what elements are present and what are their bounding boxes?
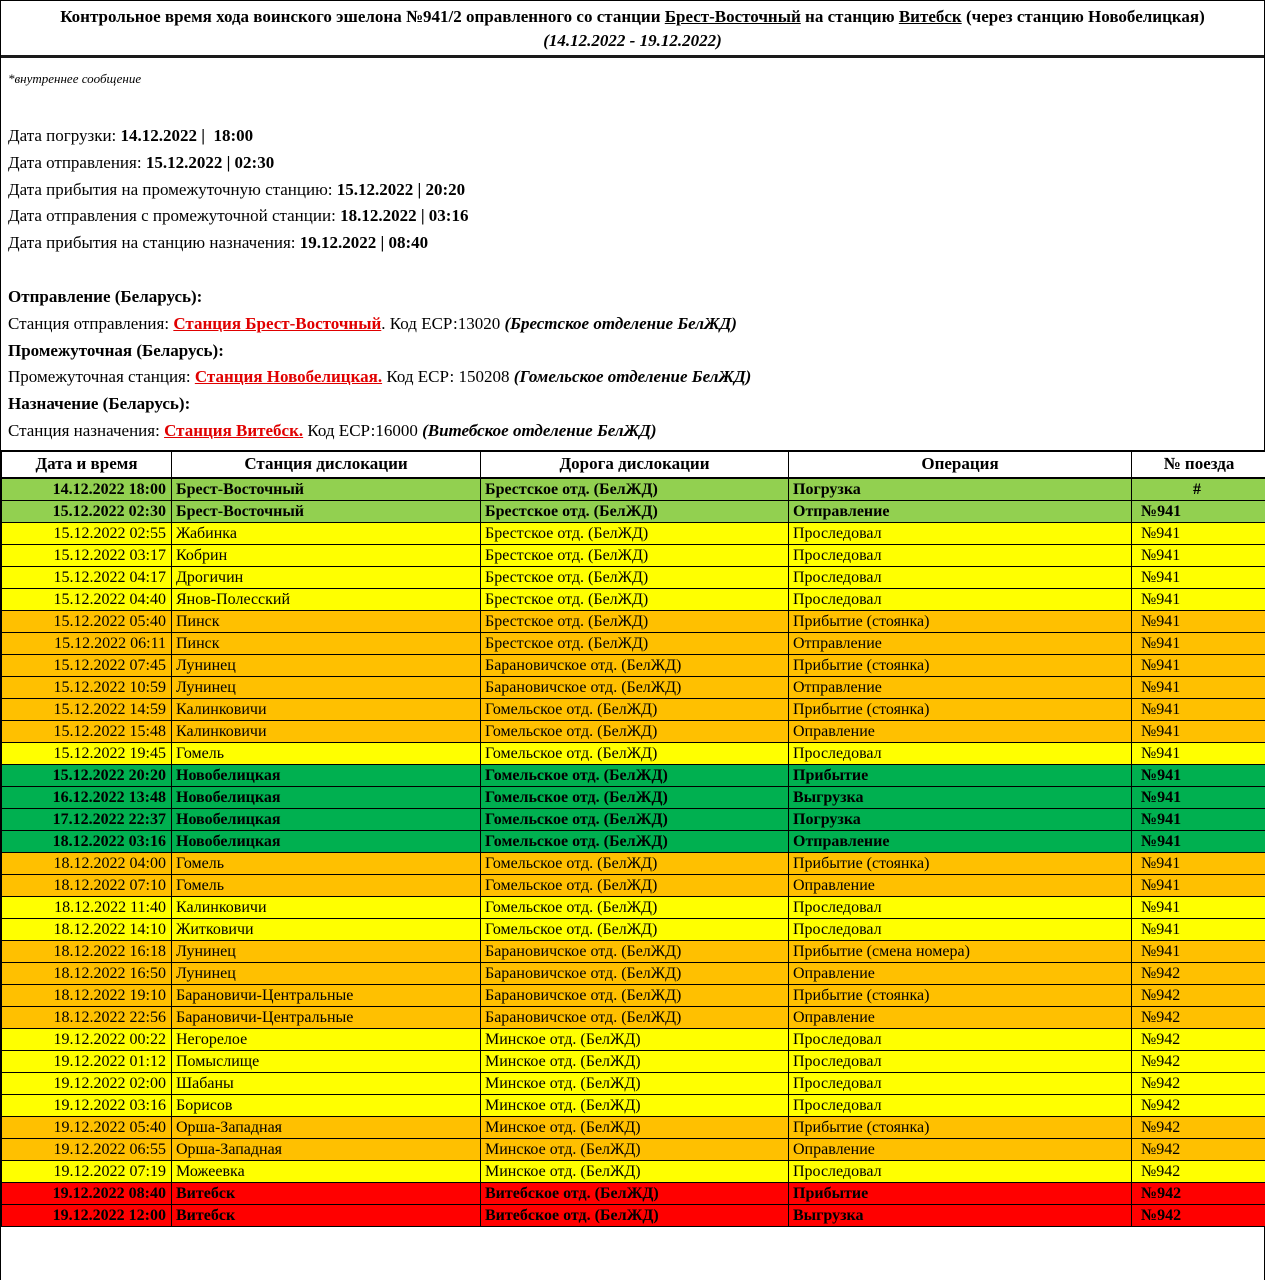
cell-station: Гомель bbox=[172, 852, 481, 874]
cell-road: Витебское отд. (БелЖД) bbox=[481, 1204, 789, 1226]
cell-station: Шабаны bbox=[172, 1072, 481, 1094]
destination-arrival-line bbox=[8, 230, 1257, 257]
table-row bbox=[2, 1028, 1265, 1050]
cell-road: Минское отд. (БелЖД) bbox=[481, 1138, 789, 1160]
cell-train-number: №942 bbox=[1132, 1138, 1265, 1160]
section-destination-header: Назначение (Беларусь): bbox=[8, 394, 191, 414]
table-row bbox=[2, 676, 1265, 698]
cell-operation: Отправление bbox=[789, 500, 1132, 522]
cell-datetime: 19.12.2022 02:00 bbox=[2, 1072, 172, 1094]
cell-datetime: 19.12.2022 07:19 bbox=[2, 1160, 172, 1182]
cell-operation: Отправление bbox=[789, 676, 1132, 698]
table-row bbox=[2, 500, 1265, 522]
cell-operation: Проследовал bbox=[789, 588, 1132, 610]
intermediate-station-code: Код ЕСР: 150208 bbox=[382, 367, 514, 387]
intermediate-arrival-label: Дата прибытия на промежуточную станцию: bbox=[8, 179, 337, 199]
cell-datetime: 19.12.2022 00:22 bbox=[2, 1028, 172, 1050]
cell-operation: Оправление bbox=[789, 874, 1132, 896]
cell-datetime: 15.12.2022 06:11 bbox=[2, 632, 172, 654]
cell-datetime: 19.12.2022 12:00 bbox=[2, 1204, 172, 1226]
table-row bbox=[2, 742, 1265, 764]
cell-station: Орша-Западная bbox=[172, 1138, 481, 1160]
cell-station: Калинковичи bbox=[172, 720, 481, 742]
cell-operation: Оправление bbox=[789, 1006, 1132, 1028]
cell-station: Борисов bbox=[172, 1094, 481, 1116]
cell-road: Гомельское отд. (БелЖД) bbox=[481, 918, 789, 940]
table-row bbox=[2, 1006, 1265, 1028]
cell-road: Барановичское отд. (БелЖД) bbox=[481, 1006, 789, 1028]
cell-station: Лунинец bbox=[172, 962, 481, 984]
cell-train-number: №941 bbox=[1132, 742, 1265, 764]
cell-road: Гомельское отд. (БелЖД) bbox=[481, 896, 789, 918]
cell-operation: Прибытие (стоянка) bbox=[789, 984, 1132, 1006]
cell-road: Гомельское отд. (БелЖД) bbox=[481, 786, 789, 808]
cell-road: Гомельское отд. (БелЖД) bbox=[481, 852, 789, 874]
cell-datetime: 17.12.2022 22:37 bbox=[2, 808, 172, 830]
cell-road: Гомельское отд. (БелЖД) bbox=[481, 874, 789, 896]
table-row bbox=[2, 610, 1265, 632]
cell-road: Брестское отд. (БелЖД) bbox=[481, 588, 789, 610]
cell-operation: Проследовал bbox=[789, 896, 1132, 918]
destination-arrival-label: Дата прибытия на станцию назначения: bbox=[8, 233, 300, 253]
cell-train-number: №942 bbox=[1132, 1028, 1265, 1050]
cell-operation: Прибытие (стоянка) bbox=[789, 698, 1132, 720]
departure-date-label: Дата отправления: bbox=[8, 152, 146, 172]
header-road: Дорога дислокации bbox=[481, 451, 789, 478]
cell-station: Витебск bbox=[172, 1204, 481, 1226]
cell-train-number: №941 bbox=[1132, 786, 1265, 808]
cell-datetime: 19.12.2022 03:16 bbox=[2, 1094, 172, 1116]
cell-station: Житковичи bbox=[172, 918, 481, 940]
table-row bbox=[2, 1160, 1265, 1182]
cell-datetime: 18.12.2022 22:56 bbox=[2, 1006, 172, 1028]
cell-station: Гомель bbox=[172, 742, 481, 764]
destination-division: (Витебское отделение БелЖД) bbox=[422, 420, 657, 440]
cell-train-number: №941 bbox=[1132, 588, 1265, 610]
cell-road: Брестское отд. (БелЖД) bbox=[481, 478, 789, 501]
cell-station: Дрогичин bbox=[172, 566, 481, 588]
cell-train-number: №942 bbox=[1132, 984, 1265, 1006]
intermediate-departure-line bbox=[8, 203, 1257, 230]
cell-station: Брест-Восточный bbox=[172, 478, 481, 501]
title-station-from: Брест-Восточный bbox=[664, 7, 801, 26]
cell-station: Можеевка bbox=[172, 1160, 481, 1182]
cell-datetime: 14.12.2022 18:00 bbox=[2, 478, 172, 501]
cell-station: Жабинка bbox=[172, 522, 481, 544]
cell-station: Калинковичи bbox=[172, 896, 481, 918]
cell-road: Минское отд. (БелЖД) bbox=[481, 1050, 789, 1072]
cell-station: Янов-Полесский bbox=[172, 588, 481, 610]
cell-datetime: 15.12.2022 02:55 bbox=[2, 522, 172, 544]
cell-datetime: 19.12.2022 08:40 bbox=[2, 1182, 172, 1204]
cell-station: Брест-Восточный bbox=[172, 500, 481, 522]
table-row bbox=[2, 808, 1265, 830]
title-part-3: (через станцию Новобелицкая) bbox=[961, 7, 1205, 26]
table-row bbox=[2, 588, 1265, 610]
table-row bbox=[2, 654, 1265, 676]
cell-train-number: №941 bbox=[1132, 852, 1265, 874]
destination-station-link[interactable]: Станция Витебск. bbox=[164, 420, 304, 440]
page-title bbox=[11, 5, 1254, 29]
header-operation: Операция bbox=[789, 451, 1132, 478]
cell-station: Пинск bbox=[172, 632, 481, 654]
cell-road: Брестское отд. (БелЖД) bbox=[481, 632, 789, 654]
table-row bbox=[2, 764, 1265, 786]
cell-road: Минское отд. (БелЖД) bbox=[481, 1028, 789, 1050]
cell-train-number: №941 bbox=[1132, 654, 1265, 676]
cell-road: Минское отд. (БелЖД) bbox=[481, 1160, 789, 1182]
cell-train-number: №941 bbox=[1132, 896, 1265, 918]
table-row bbox=[2, 830, 1265, 852]
intermediate-station-line bbox=[8, 364, 1257, 391]
loading-date-line bbox=[8, 123, 1257, 150]
cell-train-number: №942 bbox=[1132, 1094, 1265, 1116]
cell-road: Минское отд. (БелЖД) bbox=[481, 1094, 789, 1116]
section-intermediate-header: Промежуточная (Беларусь): bbox=[8, 340, 224, 360]
table-row bbox=[2, 1182, 1265, 1204]
cell-datetime: 15.12.2022 05:40 bbox=[2, 610, 172, 632]
cell-train-number: №942 bbox=[1132, 1050, 1265, 1072]
cell-station: Калинковичи bbox=[172, 698, 481, 720]
document-title-block bbox=[1, 1, 1264, 58]
route-timeline-table bbox=[1, 450, 1265, 1227]
cell-train-number: №941 bbox=[1132, 764, 1265, 786]
cell-road: Барановичское отд. (БелЖД) bbox=[481, 676, 789, 698]
cell-road: Гомельское отд. (БелЖД) bbox=[481, 830, 789, 852]
cell-train-number: №941 bbox=[1132, 500, 1265, 522]
cell-train-number: # bbox=[1132, 478, 1265, 501]
table-row bbox=[2, 544, 1265, 566]
cell-station: Помыслище bbox=[172, 1050, 481, 1072]
cell-operation: Проследовал bbox=[789, 1160, 1132, 1182]
cell-operation: Проследовал bbox=[789, 522, 1132, 544]
cell-datetime: 19.12.2022 05:40 bbox=[2, 1116, 172, 1138]
cell-station: Пинск bbox=[172, 610, 481, 632]
title-station-to: Витебск bbox=[898, 7, 962, 26]
table-row bbox=[2, 786, 1265, 808]
cell-train-number: №942 bbox=[1132, 1160, 1265, 1182]
table-row bbox=[2, 1138, 1265, 1160]
cell-station: Гомель bbox=[172, 874, 481, 896]
cell-operation: Проследовал bbox=[789, 1028, 1132, 1050]
cell-road: Минское отд. (БелЖД) bbox=[481, 1116, 789, 1138]
cell-train-number: №941 bbox=[1132, 632, 1265, 654]
cell-road: Гомельское отд. (БелЖД) bbox=[481, 808, 789, 830]
cell-station: Барановичи-Центральные bbox=[172, 984, 481, 1006]
title-date-range: (14.12.2022 - 19.12.2022) bbox=[543, 31, 722, 50]
table-header-row bbox=[2, 451, 1265, 478]
cell-train-number: №942 bbox=[1132, 962, 1265, 984]
intermediate-departure-label: Дата отправления с промежуточной станции: bbox=[8, 206, 341, 226]
cell-train-number: №941 bbox=[1132, 918, 1265, 940]
table-row bbox=[2, 1094, 1265, 1116]
cell-train-number: №942 bbox=[1132, 1182, 1265, 1204]
cell-datetime: 15.12.2022 02:30 bbox=[2, 500, 172, 522]
cell-datetime: 18.12.2022 04:00 bbox=[2, 852, 172, 874]
cell-road: Барановичское отд. (БелЖД) bbox=[481, 940, 789, 962]
intermediate-division: (Гомельское отделение БелЖД) bbox=[513, 367, 752, 387]
table-row bbox=[2, 566, 1265, 588]
cell-station: Лунинец bbox=[172, 940, 481, 962]
table-row bbox=[2, 852, 1265, 874]
cell-operation: Погрузка bbox=[789, 478, 1132, 501]
cell-train-number: №941 bbox=[1132, 566, 1265, 588]
cell-road: Гомельское отд. (БелЖД) bbox=[481, 764, 789, 786]
table-row bbox=[2, 632, 1265, 654]
table-header bbox=[2, 451, 1265, 478]
table-row bbox=[2, 940, 1265, 962]
cell-train-number: №942 bbox=[1132, 1072, 1265, 1094]
cell-road: Гомельское отд. (БелЖД) bbox=[481, 742, 789, 764]
cell-station: Новобелицкая bbox=[172, 808, 481, 830]
cell-road: Гомельское отд. (БелЖД) bbox=[481, 698, 789, 720]
cell-datetime: 15.12.2022 04:40 bbox=[2, 588, 172, 610]
cell-station: Барановичи-Центральные bbox=[172, 1006, 481, 1028]
intermediate-arrival-line bbox=[8, 177, 1257, 204]
cell-train-number: №942 bbox=[1132, 1006, 1265, 1028]
cell-datetime: 15.12.2022 07:45 bbox=[2, 654, 172, 676]
cell-train-number: №941 bbox=[1132, 808, 1265, 830]
cell-station: Новобелицкая bbox=[172, 786, 481, 808]
intermediate-station-label: Промежуточная станция: bbox=[8, 367, 195, 387]
cell-operation: Оправление bbox=[789, 1138, 1132, 1160]
intermediate-departure-value: 18.12.2022 | 03:16 bbox=[340, 206, 469, 226]
cell-datetime: 15.12.2022 03:17 bbox=[2, 544, 172, 566]
cell-datetime: 15.12.2022 10:59 bbox=[2, 676, 172, 698]
cell-datetime: 18.12.2022 07:10 bbox=[2, 874, 172, 896]
table-row bbox=[2, 874, 1265, 896]
cell-operation: Проследовал bbox=[789, 918, 1132, 940]
cell-datetime: 18.12.2022 16:18 bbox=[2, 940, 172, 962]
cell-operation: Выгрузка bbox=[789, 1204, 1132, 1226]
cell-datetime: 18.12.2022 14:10 bbox=[2, 918, 172, 940]
departure-station-label: Станция отправления: bbox=[8, 313, 174, 333]
table-row bbox=[2, 1116, 1265, 1138]
cell-operation: Выгрузка bbox=[789, 786, 1132, 808]
cell-operation: Проследовал bbox=[789, 742, 1132, 764]
table-row bbox=[2, 1204, 1265, 1226]
cell-operation: Оправление bbox=[789, 720, 1132, 742]
cell-datetime: 15.12.2022 14:59 bbox=[2, 698, 172, 720]
cell-train-number: №941 bbox=[1132, 522, 1265, 544]
cell-operation: Прибытие bbox=[789, 764, 1132, 786]
cell-datetime: 19.12.2022 06:55 bbox=[2, 1138, 172, 1160]
cell-datetime: 15.12.2022 04:17 bbox=[2, 566, 172, 588]
cell-operation: Погрузка bbox=[789, 808, 1132, 830]
timeline-table-body bbox=[2, 478, 1265, 1227]
cell-road: Гомельское отд. (БелЖД) bbox=[481, 720, 789, 742]
cell-road: Витебское отд. (БелЖД) bbox=[481, 1182, 789, 1204]
cell-operation: Проследовал bbox=[789, 1072, 1132, 1094]
cell-train-number: №941 bbox=[1132, 720, 1265, 742]
cell-operation: Прибытие bbox=[789, 1182, 1132, 1204]
cell-road: Брестское отд. (БелЖД) bbox=[481, 500, 789, 522]
cell-station: Негорелое bbox=[172, 1028, 481, 1050]
cell-datetime: 15.12.2022 20:20 bbox=[2, 764, 172, 786]
cell-train-number: №942 bbox=[1132, 1204, 1265, 1226]
internal-message-note: *внутреннее сообщение bbox=[8, 71, 142, 86]
cell-road: Брестское отд. (БелЖД) bbox=[481, 544, 789, 566]
cell-operation: Проследовал bbox=[789, 544, 1132, 566]
header-station: Станция дислокации bbox=[172, 451, 481, 478]
cell-operation: Прибытие (стоянка) bbox=[789, 852, 1132, 874]
loading-date-value: 14.12.2022 | 18:00 bbox=[120, 126, 254, 145]
cell-operation: Отправление bbox=[789, 632, 1132, 654]
cell-station: Кобрин bbox=[172, 544, 481, 566]
loading-date-label: Дата погрузки: bbox=[8, 126, 121, 145]
cell-station: Витебск bbox=[172, 1182, 481, 1204]
table-row bbox=[2, 478, 1265, 501]
cell-station: Новобелицкая bbox=[172, 764, 481, 786]
departure-station-line bbox=[8, 311, 1257, 338]
cell-train-number: №941 bbox=[1132, 610, 1265, 632]
cell-operation: Прибытие (стоянка) bbox=[789, 654, 1132, 676]
cell-road: Брестское отд. (БелЖД) bbox=[481, 566, 789, 588]
destination-station-label: Станция назначения: bbox=[8, 420, 165, 440]
cell-station: Лунинец bbox=[172, 654, 481, 676]
cell-road: Барановичское отд. (БелЖД) bbox=[481, 984, 789, 1006]
cell-datetime: 15.12.2022 19:45 bbox=[2, 742, 172, 764]
table-row bbox=[2, 1050, 1265, 1072]
table-row bbox=[2, 918, 1265, 940]
table-row bbox=[2, 896, 1265, 918]
cell-train-number: №941 bbox=[1132, 544, 1265, 566]
title-part-2: на станцию bbox=[800, 7, 899, 26]
table-row bbox=[2, 962, 1265, 984]
cell-station: Новобелицкая bbox=[172, 830, 481, 852]
cell-datetime: 18.12.2022 16:50 bbox=[2, 962, 172, 984]
departure-date-line bbox=[8, 150, 1257, 177]
cell-datetime: 16.12.2022 13:48 bbox=[2, 786, 172, 808]
cell-datetime: 18.12.2022 11:40 bbox=[2, 896, 172, 918]
cell-operation: Прибытие (стоянка) bbox=[789, 610, 1132, 632]
cell-road: Брестское отд. (БелЖД) bbox=[481, 610, 789, 632]
cell-road: Минское отд. (БелЖД) bbox=[481, 1072, 789, 1094]
cell-datetime: 18.12.2022 19:10 bbox=[2, 984, 172, 1006]
cell-datetime: 18.12.2022 03:16 bbox=[2, 830, 172, 852]
cell-datetime: 15.12.2022 15:48 bbox=[2, 720, 172, 742]
cell-station: Орша-Западная bbox=[172, 1116, 481, 1138]
cell-datetime: 19.12.2022 01:12 bbox=[2, 1050, 172, 1072]
cell-train-number: №941 bbox=[1132, 676, 1265, 698]
cell-road: Барановичское отд. (БелЖД) bbox=[481, 962, 789, 984]
destination-station-line bbox=[8, 418, 1257, 445]
section-departure-header: Отправление (Беларусь): bbox=[8, 286, 203, 306]
cell-operation: Проследовал bbox=[789, 566, 1132, 588]
table-row bbox=[2, 984, 1265, 1006]
title-part-1: Контрольное время хода воинского эшелона №941/2 оправленного со станции bbox=[60, 7, 665, 26]
departure-date-value: 15.12.2022 | 02:30 bbox=[145, 152, 275, 172]
cell-operation: Прибытие (смена номера) bbox=[789, 940, 1132, 962]
cell-train-number: №941 bbox=[1132, 830, 1265, 852]
cell-operation: Оправление bbox=[789, 962, 1132, 984]
destination-arrival-value: 19.12.2022 | 08:40 bbox=[299, 233, 429, 253]
cell-road: Барановичское отд. (БелЖД) bbox=[481, 654, 789, 676]
cell-train-number: №942 bbox=[1132, 1116, 1265, 1138]
cell-road: Брестское отд. (БелЖД) bbox=[481, 522, 789, 544]
destination-station-code: Код ЕСР:16000 bbox=[303, 420, 423, 440]
departure-station-code: . Код ЕСР:13020 bbox=[381, 313, 505, 333]
table-row bbox=[2, 698, 1265, 720]
document-body bbox=[1, 71, 1264, 445]
intermediate-station-link[interactable]: Станция Новобелицкая. bbox=[194, 367, 383, 387]
header-datetime: Дата и время bbox=[2, 451, 172, 478]
table-row bbox=[2, 1072, 1265, 1094]
cell-operation: Проследовал bbox=[789, 1050, 1132, 1072]
cell-operation: Прибытие (стоянка) bbox=[789, 1116, 1132, 1138]
departure-station-link[interactable]: Станция Брест-Восточный bbox=[173, 313, 382, 333]
cell-train-number: №941 bbox=[1132, 874, 1265, 896]
intermediate-arrival-value: 15.12.2022 | 20:20 bbox=[336, 179, 466, 199]
cell-train-number: №941 bbox=[1132, 698, 1265, 720]
table-row bbox=[2, 720, 1265, 742]
cell-operation: Проследовал bbox=[789, 1094, 1132, 1116]
header-train-number: № поезда bbox=[1132, 451, 1265, 478]
departure-division: (Брестское отделение БелЖД) bbox=[504, 313, 737, 333]
cell-operation: Отправление bbox=[789, 830, 1132, 852]
cell-station: Лунинец bbox=[172, 676, 481, 698]
cell-train-number: №941 bbox=[1132, 940, 1265, 962]
table-row bbox=[2, 522, 1265, 544]
